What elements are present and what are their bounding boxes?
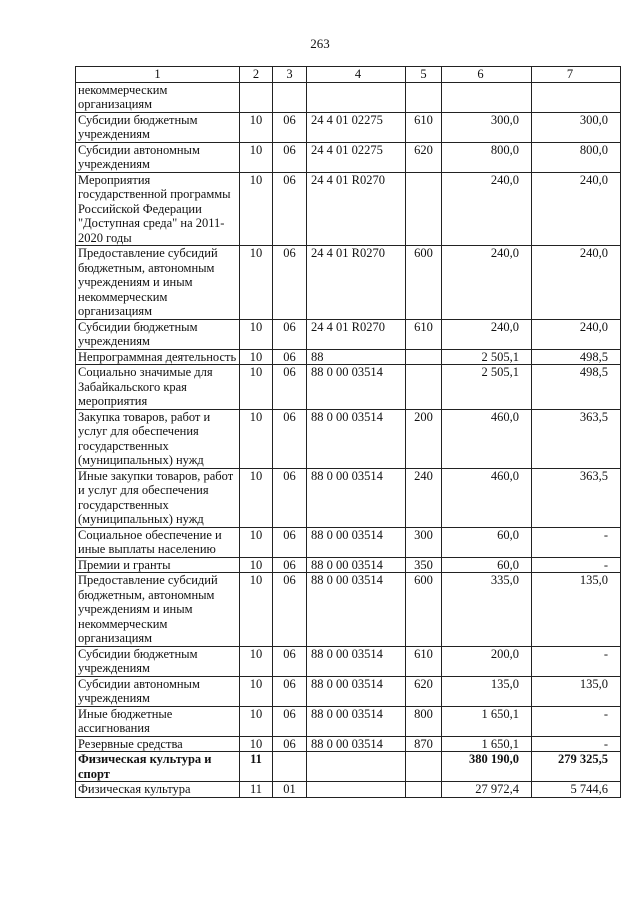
cell-amount-year2: - xyxy=(532,646,621,676)
cell-target-article: 24 4 01 02275 xyxy=(307,112,406,142)
cell-subsection: 06 xyxy=(273,527,307,557)
table-row xyxy=(76,676,621,706)
cell-subsection: 06 xyxy=(273,468,307,527)
table-row xyxy=(76,246,621,320)
cell-section: 10 xyxy=(240,573,273,647)
cell-name: Непрограммная деятельность xyxy=(76,349,240,365)
cell-expense-type: 610 xyxy=(406,112,442,142)
table-row xyxy=(76,349,621,365)
cell-section: 10 xyxy=(240,646,273,676)
cell-amount-year2: 240,0 xyxy=(532,172,621,246)
cell-name: Субсидии бюджетным учреждениям xyxy=(76,319,240,349)
table-row xyxy=(76,468,621,527)
column-header: 1 xyxy=(76,67,240,83)
cell-section: 10 xyxy=(240,142,273,172)
cell-section xyxy=(240,82,273,112)
cell-target-article: 88 0 00 03514 xyxy=(307,676,406,706)
cell-subsection: 06 xyxy=(273,573,307,647)
cell-expense-type: 800 xyxy=(406,706,442,736)
table-row xyxy=(76,409,621,468)
table-row xyxy=(76,752,621,782)
cell-target-article xyxy=(307,82,406,112)
cell-section: 10 xyxy=(240,706,273,736)
cell-expense-type: 620 xyxy=(406,676,442,706)
cell-expense-type: 300 xyxy=(406,527,442,557)
cell-amount-year2: 800,0 xyxy=(532,142,621,172)
cell-amount-year1: 800,0 xyxy=(442,142,532,172)
table-row xyxy=(76,706,621,736)
cell-target-article: 88 0 00 03514 xyxy=(307,736,406,752)
cell-section: 11 xyxy=(240,782,273,798)
cell-amount-year1: 240,0 xyxy=(442,246,532,320)
cell-name: Мероприятия государственной программы Российской Федерации "Доступная среда" на 2011-2020 годы xyxy=(76,172,240,246)
cell-target-article: 88 0 00 03514 xyxy=(307,706,406,736)
cell-amount-year1: 335,0 xyxy=(442,573,532,647)
cell-amount-year2: 135,0 xyxy=(532,676,621,706)
cell-expense-type: 610 xyxy=(406,319,442,349)
cell-subsection: 06 xyxy=(273,142,307,172)
cell-subsection xyxy=(273,82,307,112)
cell-subsection xyxy=(273,752,307,782)
cell-subsection: 06 xyxy=(273,646,307,676)
cell-amount-year2: 498,5 xyxy=(532,365,621,410)
table-row xyxy=(76,172,621,246)
cell-expense-type: 600 xyxy=(406,246,442,320)
cell-section: 10 xyxy=(240,557,273,573)
cell-expense-type xyxy=(406,752,442,782)
column-header: 3 xyxy=(273,67,307,83)
cell-target-article: 88 0 00 03514 xyxy=(307,557,406,573)
cell-name: Закупка товаров, работ и услуг для обеспечения государственных (муниципальных) нужд xyxy=(76,409,240,468)
cell-name: Субсидии бюджетным учреждениям xyxy=(76,646,240,676)
cell-amount-year2: - xyxy=(532,527,621,557)
cell-amount-year2: - xyxy=(532,557,621,573)
cell-section: 10 xyxy=(240,409,273,468)
cell-amount-year1: 2 505,1 xyxy=(442,365,532,410)
cell-name: Физическая культура xyxy=(76,782,240,798)
cell-amount-year1 xyxy=(442,82,532,112)
table-row xyxy=(76,112,621,142)
table-header-row xyxy=(76,67,621,83)
cell-amount-year2: 363,5 xyxy=(532,468,621,527)
cell-name: Предоставление субсидий бюджетным, автономным учреждениям и иным некоммерческим организациям xyxy=(76,246,240,320)
cell-target-article: 88 0 00 03514 xyxy=(307,365,406,410)
table-row xyxy=(76,142,621,172)
cell-amount-year2: - xyxy=(532,706,621,736)
cell-amount-year2: 135,0 xyxy=(532,573,621,647)
cell-section: 10 xyxy=(240,349,273,365)
cell-target-article xyxy=(307,752,406,782)
cell-name: Иные бюджетные ассигнования xyxy=(76,706,240,736)
cell-name: некоммерческим организациям xyxy=(76,82,240,112)
cell-target-article: 24 4 01 R0270 xyxy=(307,319,406,349)
cell-expense-type: 600 xyxy=(406,573,442,647)
cell-amount-year2: 498,5 xyxy=(532,349,621,365)
cell-expense-type: 240 xyxy=(406,468,442,527)
table-row xyxy=(76,736,621,752)
table-row xyxy=(76,573,621,647)
cell-amount-year1: 300,0 xyxy=(442,112,532,142)
cell-amount-year2: 300,0 xyxy=(532,112,621,142)
budget-table xyxy=(75,66,621,798)
cell-subsection: 06 xyxy=(273,676,307,706)
cell-target-article: 88 0 00 03514 xyxy=(307,468,406,527)
cell-target-article: 88 0 00 03514 xyxy=(307,409,406,468)
cell-amount-year1: 27 972,4 xyxy=(442,782,532,798)
table-row xyxy=(76,782,621,798)
cell-name: Социально значимые для Забайкальского края мероприятия xyxy=(76,365,240,410)
cell-amount-year1: 60,0 xyxy=(442,557,532,573)
cell-section: 10 xyxy=(240,527,273,557)
cell-amount-year2: 240,0 xyxy=(532,246,621,320)
cell-subsection: 06 xyxy=(273,736,307,752)
cell-name: Резервные средства xyxy=(76,736,240,752)
cell-amount-year1: 240,0 xyxy=(442,319,532,349)
cell-target-article: 88 xyxy=(307,349,406,365)
cell-subsection: 06 xyxy=(273,172,307,246)
cell-amount-year1: 380 190,0 xyxy=(442,752,532,782)
cell-target-article xyxy=(307,782,406,798)
cell-target-article: 88 0 00 03514 xyxy=(307,646,406,676)
table-row xyxy=(76,365,621,410)
cell-amount-year2: 363,5 xyxy=(532,409,621,468)
cell-expense-type xyxy=(406,349,442,365)
cell-expense-type: 870 xyxy=(406,736,442,752)
cell-section: 10 xyxy=(240,468,273,527)
table-row xyxy=(76,82,621,112)
cell-name: Предоставление субсидий бюджетным, автономным учреждениям и иным некоммерческим организациям xyxy=(76,573,240,647)
table-body xyxy=(76,82,621,797)
cell-amount-year1: 2 505,1 xyxy=(442,349,532,365)
cell-amount-year2 xyxy=(532,82,621,112)
cell-section: 11 xyxy=(240,752,273,782)
cell-name: Субсидии бюджетным учреждениям xyxy=(76,112,240,142)
cell-section: 10 xyxy=(240,246,273,320)
cell-name: Иные закупки товаров, работ и услуг для обеспечения государственных (муниципальных) нужд xyxy=(76,468,240,527)
cell-expense-type xyxy=(406,82,442,112)
cell-amount-year2: - xyxy=(532,736,621,752)
cell-name: Премии и гранты xyxy=(76,557,240,573)
cell-section: 10 xyxy=(240,172,273,246)
cell-target-article: 24 4 01 02275 xyxy=(307,142,406,172)
cell-subsection: 06 xyxy=(273,409,307,468)
column-header: 4 xyxy=(307,67,406,83)
cell-section: 10 xyxy=(240,319,273,349)
cell-expense-type xyxy=(406,365,442,410)
cell-subsection: 01 xyxy=(273,782,307,798)
page-number: 263 xyxy=(310,36,330,51)
cell-subsection: 06 xyxy=(273,365,307,410)
cell-section: 10 xyxy=(240,112,273,142)
cell-amount-year1: 1 650,1 xyxy=(442,706,532,736)
cell-expense-type: 200 xyxy=(406,409,442,468)
cell-amount-year1: 135,0 xyxy=(442,676,532,706)
cell-amount-year1: 460,0 xyxy=(442,409,532,468)
cell-name: Социальное обеспечение и иные выплаты населению xyxy=(76,527,240,557)
cell-name: Субсидии автономным учреждениям xyxy=(76,676,240,706)
table-row xyxy=(76,557,621,573)
cell-subsection: 06 xyxy=(273,557,307,573)
cell-expense-type: 610 xyxy=(406,646,442,676)
table-row xyxy=(76,319,621,349)
table-row xyxy=(76,646,621,676)
cell-name: Субсидии автономным учреждениям xyxy=(76,142,240,172)
column-header: 2 xyxy=(240,67,273,83)
cell-amount-year1: 60,0 xyxy=(442,527,532,557)
cell-subsection: 06 xyxy=(273,246,307,320)
cell-amount-year2: 240,0 xyxy=(532,319,621,349)
column-header: 5 xyxy=(406,67,442,83)
cell-subsection: 06 xyxy=(273,706,307,736)
cell-amount-year1: 460,0 xyxy=(442,468,532,527)
cell-section: 10 xyxy=(240,676,273,706)
cell-amount-year2: 279 325,5 xyxy=(532,752,621,782)
column-header: 7 xyxy=(532,67,621,83)
cell-amount-year1: 200,0 xyxy=(442,646,532,676)
cell-target-article: 88 0 00 03514 xyxy=(307,527,406,557)
cell-subsection: 06 xyxy=(273,112,307,142)
cell-amount-year2: 5 744,6 xyxy=(532,782,621,798)
table-row xyxy=(76,527,621,557)
cell-expense-type xyxy=(406,782,442,798)
cell-section: 10 xyxy=(240,736,273,752)
column-header: 6 xyxy=(442,67,532,83)
cell-target-article: 24 4 01 R0270 xyxy=(307,172,406,246)
cell-target-article: 24 4 01 R0270 xyxy=(307,246,406,320)
cell-expense-type: 350 xyxy=(406,557,442,573)
cell-name: Физическая культура и спорт xyxy=(76,752,240,782)
cell-expense-type: 620 xyxy=(406,142,442,172)
cell-target-article: 88 0 00 03514 xyxy=(307,573,406,647)
cell-amount-year1: 1 650,1 xyxy=(442,736,532,752)
cell-expense-type xyxy=(406,172,442,246)
cell-section: 10 xyxy=(240,365,273,410)
cell-subsection: 06 xyxy=(273,319,307,349)
cell-amount-year1: 240,0 xyxy=(442,172,532,246)
cell-subsection: 06 xyxy=(273,349,307,365)
